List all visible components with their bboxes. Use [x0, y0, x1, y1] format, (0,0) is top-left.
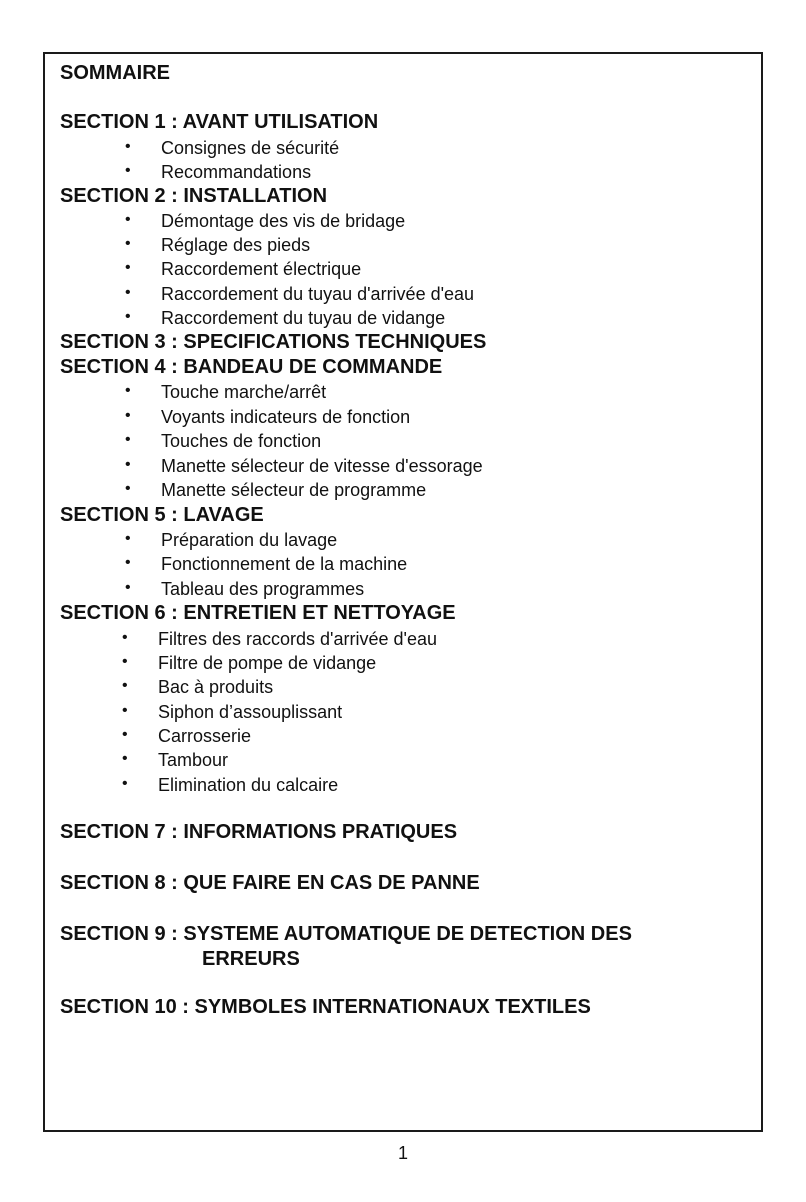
bullet-icon: • [125, 554, 131, 571]
bullet-icon: • [122, 629, 128, 646]
section-6-item: • Bac à produits [122, 677, 274, 697]
section-1-item: • Recommandations [125, 162, 312, 182]
bullet-icon: • [125, 530, 131, 547]
bullet-icon: • [125, 579, 131, 596]
section-5-heading: SECTION 5 : LAVAGE [60, 504, 264, 526]
section-5-item: • Tableau des programmes [125, 579, 365, 599]
bullet-icon: • [125, 407, 131, 424]
bullet-icon: • [122, 775, 128, 792]
page-title: SOMMAIRE [60, 62, 170, 84]
section-6-heading: SECTION 6 : ENTRETIEN ET NETTOYAGE [60, 602, 456, 624]
bullet-icon: • [122, 726, 128, 743]
section-2-item: • Raccordement du tuyau d'arrivée d'eau [125, 284, 475, 304]
section-6-item: • Tambour [122, 750, 229, 770]
section-6-item: • Elimination du calcaire [122, 775, 339, 795]
bullet-icon: • [125, 480, 131, 497]
section-2-item: • Raccordement électrique [125, 259, 362, 279]
section-4-item: • Touche marche/arrêt [125, 382, 327, 402]
bullet-icon: • [125, 162, 131, 179]
section-1-heading: SECTION 1 : AVANT UTILISATION [60, 111, 379, 133]
section-9-heading: SECTION 9 : SYSTEME AUTOMATIQUE DE DETECTION DES [60, 923, 632, 945]
section-3-heading: SECTION 3 : SPECIFICATIONS TECHNIQUES [60, 331, 487, 353]
section-8-heading: SECTION 8 : QUE FAIRE EN CAS DE PANNE [60, 872, 480, 894]
bullet-icon: • [122, 677, 128, 694]
section-2-item: • Raccordement du tuyau de vidange [125, 308, 446, 328]
section-6-item: • Filtre de pompe de vidange [122, 653, 377, 673]
section-9-heading-continuation: ERREURS [202, 948, 300, 970]
page-number: 1 [397, 1143, 408, 1163]
bullet-icon: • [125, 138, 131, 155]
bullet-icon: • [125, 456, 131, 473]
section-2-item: • Démontage des vis de bridage [125, 211, 406, 231]
bullet-icon: • [125, 382, 131, 399]
section-4-item: • Manette sélecteur de programme [125, 480, 427, 500]
bullet-icon: • [125, 308, 131, 325]
section-6-item: • Siphon d’assouplissant [122, 702, 343, 722]
section-4-heading: SECTION 4 : BANDEAU DE COMMANDE [60, 356, 443, 378]
bullet-icon: • [122, 653, 128, 670]
section-2-heading: SECTION 2 : INSTALLATION [60, 185, 328, 207]
section-4-item: • Voyants indicateurs de fonction [125, 407, 411, 427]
bullet-icon: • [125, 211, 131, 228]
section-6-item: • Carrosserie [122, 726, 252, 746]
section-5-item: • Fonctionnement de la machine [125, 554, 408, 574]
section-10-heading: SECTION 10 : SYMBOLES INTERNATIONAUX TEXTILES [60, 996, 591, 1018]
bullet-icon: • [125, 259, 131, 276]
section-6-item: • Filtres des raccords d'arrivée d'eau [122, 629, 437, 649]
section-2-item: • Réglage des pieds [125, 235, 311, 255]
bullet-icon: • [122, 750, 128, 767]
bullet-icon: • [125, 235, 131, 252]
bullet-icon: • [125, 284, 131, 301]
bullet-icon: • [122, 702, 128, 719]
section-4-item: • Touches de fonction [125, 431, 322, 451]
bullet-icon: • [125, 431, 131, 448]
section-1-item: • Consignes de sécurité [125, 138, 340, 158]
section-5-item: • Préparation du lavage [125, 530, 338, 550]
section-4-item: • Manette sélecteur de vitesse d'essorage [125, 456, 483, 476]
section-7-heading: SECTION 7 : INFORMATIONS PRATIQUES [60, 821, 458, 843]
